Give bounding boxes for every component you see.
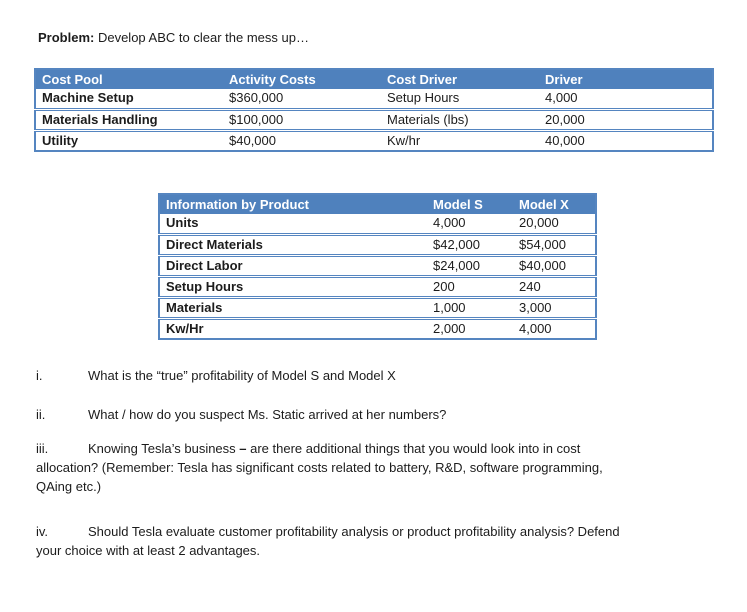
table-cell: Setup Hours — [159, 276, 427, 297]
question-iv-numeral: iv. — [36, 524, 49, 539]
table-cell: Direct Labor — [159, 255, 427, 276]
table-cell: $360,000 — [229, 90, 284, 106]
question-iii — [36, 439, 731, 458]
table-cell: 1,000 — [427, 297, 513, 318]
question-list — [36, 366, 731, 560]
problem-label: Problem: — [38, 30, 95, 45]
question-i — [36, 366, 731, 385]
table-cell: Utility — [35, 130, 223, 151]
table-cell: $40,000 — [223, 130, 381, 151]
question-iii-text-line2: allocation? (Remember: Tesla has significant costs related to battery, R&D, software programming, — [36, 460, 603, 475]
table-cell: 4,000 — [513, 318, 596, 339]
table-row — [159, 255, 596, 276]
table-cell: Materials Handling — [35, 109, 223, 130]
table-header-cell: Driver — [539, 69, 713, 89]
question-i-numeral: i. — [36, 368, 43, 383]
table-cell: Kw/Hr — [159, 318, 427, 339]
question-iii-text-line3: QAing etc.) — [36, 479, 102, 494]
table-row — [159, 214, 596, 234]
table-cell: $54,000 — [513, 234, 596, 255]
table-cell: 3,000 — [513, 297, 596, 318]
table-row — [159, 276, 596, 297]
table-cell: $42,000 — [427, 234, 513, 255]
table-row — [159, 234, 596, 255]
question-iii-text-line1: Knowing Tesla’s business — [88, 441, 240, 456]
table-cell: 2,000 — [427, 318, 513, 339]
question-iv — [36, 522, 731, 541]
table-header-cell: Cost Pool — [35, 69, 223, 89]
table-header-cell: Model X — [513, 194, 596, 214]
table-cell: Machine Setup — [42, 90, 134, 106]
table-row — [159, 297, 596, 318]
table-row — [159, 318, 596, 339]
table-header-cell: Information by Product — [159, 194, 427, 214]
table-cell: 40,000 — [539, 130, 713, 151]
question-iii-numeral: iii. — [36, 441, 49, 456]
table-cell: Setup Hours — [387, 90, 460, 106]
table-cell: $24,000 — [427, 255, 513, 276]
table-cell: Materials (lbs) — [381, 109, 539, 130]
question-iv-text-line1: Should Tesla evaluate customer profitability analysis or product profitability analysis? Defend — [88, 524, 620, 539]
table-cell: $100,000 — [223, 109, 381, 130]
table-cell: $40,000 — [513, 255, 596, 276]
product-table-header-row — [159, 194, 596, 214]
question-ii-text: What / how do you suspect Ms. Static arrived at her numbers? — [88, 407, 447, 422]
product-info-table — [158, 193, 597, 340]
question-iv-text-line2: your choice with at least 2 advantages. — [36, 543, 261, 558]
problem-statement — [38, 30, 309, 45]
table-cell: Direct Materials — [159, 234, 427, 255]
table-cell: 20,000 — [519, 215, 559, 231]
table-cell: 200 — [427, 276, 513, 297]
table-cell: 20,000 — [539, 109, 713, 130]
table-cell: 4,000 — [545, 90, 578, 106]
table-cell: Units — [166, 215, 199, 231]
table-header-cell: Activity Costs — [223, 69, 381, 89]
table-cell: Materials — [159, 297, 427, 318]
table-cell: Kw/hr — [381, 130, 539, 151]
table-cell: 4,000 — [433, 215, 466, 231]
question-ii-numeral: ii. — [36, 407, 46, 422]
table-header-cell: Model S — [427, 194, 513, 214]
cost-pool-table — [34, 68, 714, 152]
question-iii-text-line1-cont: are there additional things that you would look into in cost — [246, 441, 581, 456]
table-row — [35, 89, 713, 109]
table-row — [35, 109, 713, 130]
question-ii — [36, 405, 731, 424]
table-row — [35, 130, 713, 151]
table-header-cell: Cost Driver — [381, 69, 539, 89]
table-cell: 240 — [513, 276, 596, 297]
question-i-text: What is the “true” profitability of Model S and Model X — [88, 368, 396, 383]
problem-text: Develop ABC to clear the mess up… — [94, 30, 309, 45]
cost-pool-table-header-row — [35, 69, 713, 89]
question-iii-dash: – — [239, 441, 247, 456]
